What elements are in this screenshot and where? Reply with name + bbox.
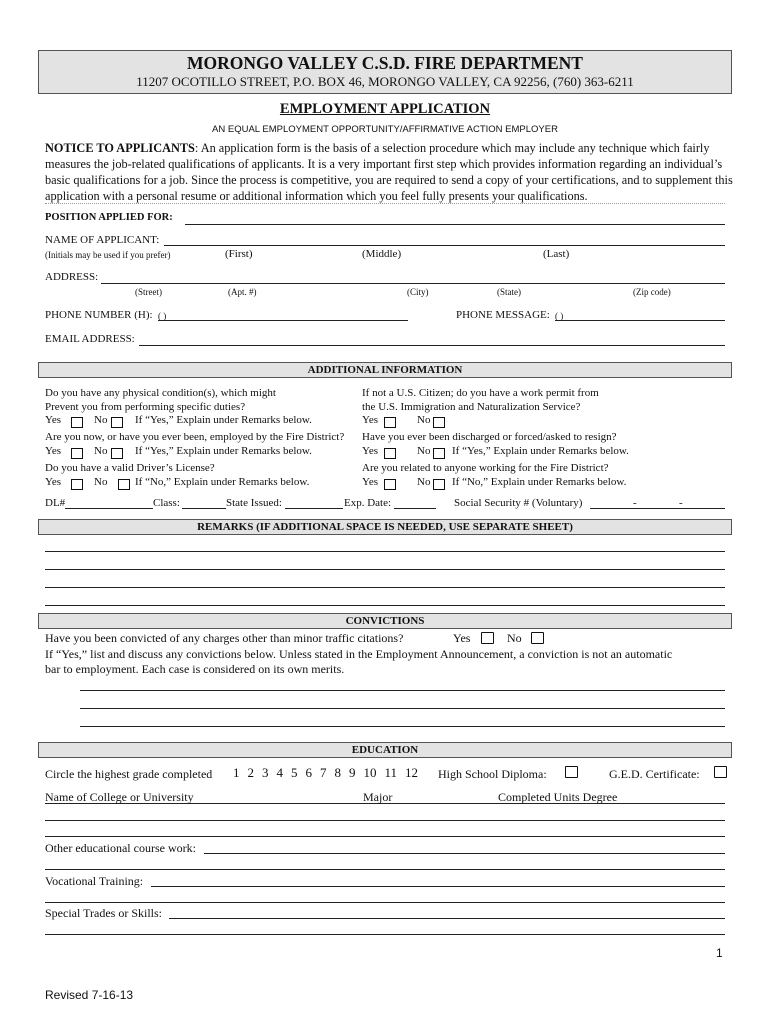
- convictions-yes-checkbox[interactable]: [481, 632, 494, 644]
- q-discharged-yes-label: Yes: [362, 445, 379, 457]
- q-employed-explain: If “Yes,” Explain under Remarks below.: [135, 445, 312, 457]
- notice-to-applicants: [45, 140, 735, 204]
- q-physical-yes-label: Yes: [45, 414, 62, 426]
- name-label: NAME OF APPLICANT:: [45, 234, 160, 246]
- grade-label: Circle the highest grade completed: [45, 767, 213, 781]
- state-caption: (State): [497, 287, 521, 297]
- vocational-line[interactable]: [45, 902, 725, 903]
- q-physical-no-checkbox[interactable]: [111, 417, 123, 428]
- q-employed-text: Are you now, or have you ever been, employed by the Fire District?: [45, 431, 345, 443]
- state-issued-label: State Issued:: [226, 497, 282, 509]
- apt-caption: (Apt. #): [228, 287, 257, 297]
- q-physical-line1: Do you have any physical condition(s), which might: [45, 387, 276, 399]
- ged-checkbox[interactable]: [714, 766, 727, 778]
- position-field[interactable]: [185, 224, 725, 225]
- phone-message-field[interactable]: [555, 320, 725, 321]
- grade-options: [233, 765, 418, 781]
- diploma-label: High School Diploma:: [438, 767, 547, 781]
- grade-option[interactable]: 2: [247, 765, 254, 780]
- department-address: 11207 OCOTILLO STREET, P.O. BOX 46, MORONGO VALLEY, CA 92256, (760) 363-6211: [136, 74, 634, 89]
- q-physical-line2: Prevent you from performing specific duties?: [45, 401, 246, 413]
- q-discharged-explain: If “Yes,” Explain under Remarks below.: [452, 445, 629, 457]
- street-caption: (Street): [135, 287, 162, 297]
- form-title: EMPLOYMENT APPLICATION: [279, 101, 491, 117]
- convictions-line[interactable]: [80, 690, 725, 691]
- q-license-no-checkbox[interactable]: [118, 479, 130, 490]
- notice-text: : An application form is the basis of a selection procedure which may include any technique which fairly measures the job-related qualifications of applicants. It is a very important first step which provides information regarding an individual’s basic qualifications for a job. Since the process is competitive, you are required to send a copy of your certifications, and to supplement this application with a personal resume or additional information which you feel fully presents your qualifications.: [45, 141, 733, 203]
- q-related-explain: If “No,” Explain under Remarks below.: [452, 476, 627, 488]
- convictions-line[interactable]: [80, 708, 725, 709]
- q-citizen-yes-label: Yes: [362, 414, 379, 426]
- major-column-label: Major: [363, 790, 393, 804]
- q-related-yes-checkbox[interactable]: [384, 479, 396, 490]
- q-related-text: Are you related to anyone working for the Fire District?: [362, 462, 609, 474]
- trades-line[interactable]: [45, 934, 725, 935]
- q-citizen-line1: If not a U.S. Citizen; do you have a work permit from: [362, 387, 599, 399]
- q-license-yes-checkbox[interactable]: [71, 479, 83, 490]
- trades-label: Special Trades or Skills:: [45, 906, 163, 920]
- college-entry-line[interactable]: [45, 836, 725, 837]
- q-license-yes-label: Yes: [45, 476, 62, 488]
- q-employed-no-label: No: [94, 445, 108, 457]
- ssn-label: Social Security # (Voluntary): [454, 497, 583, 509]
- grade-option[interactable]: 12: [405, 765, 419, 780]
- phone-label: PHONE NUMBER (H):: [45, 309, 153, 321]
- email-label: EMAIL ADDRESS:: [45, 333, 135, 345]
- revision-date: Revised 7-16-13: [45, 988, 134, 1002]
- other-coursework-field[interactable]: [204, 853, 725, 854]
- q-license-no-label: No: [94, 476, 108, 488]
- initials-note: (Initials may be used if you prefer): [45, 250, 171, 260]
- additional-info-heading: ADDITIONAL INFORMATION: [38, 362, 732, 378]
- other-coursework-line[interactable]: [45, 869, 725, 870]
- dl-label: DL#: [45, 497, 66, 509]
- college-entry-line[interactable]: [45, 820, 725, 821]
- grade-option[interactable]: 7: [320, 765, 327, 780]
- department-title: MORONGO VALLEY C.S.D. FIRE DEPARTMENT: [187, 53, 583, 73]
- exp-date-field[interactable]: [394, 508, 436, 509]
- grade-option[interactable]: 5: [291, 765, 298, 780]
- grade-option[interactable]: 6: [305, 765, 312, 780]
- q-employed-yes-checkbox[interactable]: [71, 448, 83, 459]
- middle-name-caption: (Middle): [362, 248, 402, 260]
- q-employed-no-checkbox[interactable]: [111, 448, 123, 459]
- q-discharged-no-checkbox[interactable]: [433, 448, 445, 459]
- phone-field[interactable]: [158, 320, 408, 321]
- q-license-explain: If “No,” Explain under Remarks below.: [135, 476, 310, 488]
- convictions-instructions-2: bar to employment. Each case is considered on its own merits.: [45, 662, 345, 676]
- q-discharged-yes-checkbox[interactable]: [384, 448, 396, 459]
- convictions-instructions-1: If “Yes,” list and discuss any convictions below. Unless stated in the Employment Announcement, a conviction is not an automatic: [45, 647, 673, 661]
- address-label: ADDRESS:: [45, 271, 99, 283]
- grade-option[interactable]: 9: [349, 765, 356, 780]
- convictions-yes-label: Yes: [453, 631, 471, 645]
- q-license-text: Do you have a valid Driver’s License?: [45, 462, 215, 474]
- city-caption: (City): [407, 287, 429, 297]
- q-physical-yes-checkbox[interactable]: [71, 417, 83, 428]
- dl-field[interactable]: [65, 508, 153, 509]
- remarks-line[interactable]: [45, 587, 725, 588]
- convictions-no-label: No: [507, 631, 522, 645]
- q-related-yes-label: Yes: [362, 476, 379, 488]
- q-citizen-line2: the U.S. Immigration and Naturalization Service?: [362, 401, 581, 413]
- phone-message-label: PHONE MESSAGE:: [456, 309, 550, 321]
- other-coursework-label: Other educational course work:: [45, 841, 196, 855]
- q-related-no-label: No: [417, 476, 431, 488]
- ged-label: G.E.D. Certificate:: [609, 767, 700, 781]
- last-name-caption: (Last): [543, 248, 570, 260]
- q-citizen-no-label: No: [417, 414, 431, 426]
- grade-option[interactable]: 10: [363, 765, 377, 780]
- name-field[interactable]: [164, 245, 725, 246]
- ssn-dash-2: -: [679, 497, 683, 509]
- diploma-checkbox[interactable]: [565, 766, 578, 778]
- grade-option[interactable]: 4: [276, 765, 283, 780]
- college-column-label: Name of College or University: [45, 790, 194, 804]
- convictions-question: Have you been convicted of any charges other than minor traffic citations?: [45, 631, 404, 645]
- vocational-field[interactable]: [151, 886, 725, 887]
- q-citizen-no-checkbox[interactable]: [433, 417, 445, 428]
- grade-option[interactable]: 3: [262, 765, 269, 780]
- email-field[interactable]: [139, 345, 725, 346]
- phone-message-paren: ( ): [555, 311, 564, 321]
- q-discharged-no-label: No: [417, 445, 431, 457]
- q-physical-no-label: No: [94, 414, 108, 426]
- position-label: POSITION APPLIED FOR:: [45, 212, 173, 223]
- q-related-no-checkbox[interactable]: [433, 479, 445, 490]
- state-issued-field[interactable]: [285, 508, 343, 509]
- education-heading: EDUCATION: [38, 742, 732, 758]
- grade-option[interactable]: 11: [384, 765, 398, 780]
- zip-caption: (Zip code): [633, 287, 671, 297]
- q-discharged-text: Have you ever been discharged or forced/asked to resign?: [362, 431, 617, 443]
- grade-option[interactable]: 1: [233, 765, 240, 780]
- page-number: 1: [716, 946, 723, 960]
- q-physical-explain: If “Yes,” Explain under Remarks below.: [135, 414, 312, 426]
- eeo-statement: AN EQUAL EMPLOYMENT OPPORTUNITY/AFFIRMATIVE ACTION EMPLOYER: [212, 124, 558, 135]
- remarks-line[interactable]: [45, 605, 725, 606]
- phone-area-paren: ( ): [158, 311, 167, 321]
- remarks-heading: REMARKS (IF ADDITIONAL SPACE IS NEEDED, USE SEPARATE SHEET): [38, 519, 732, 535]
- ssn-field[interactable]: [590, 508, 725, 509]
- exp-date-label: Exp. Date:: [344, 497, 392, 509]
- units-degree-column-label: Completed Units Degree: [498, 790, 618, 804]
- first-name-caption: (First): [225, 248, 253, 260]
- notice-divider: [45, 203, 725, 204]
- address-field[interactable]: [101, 283, 725, 284]
- class-field[interactable]: [182, 508, 226, 509]
- convictions-line[interactable]: [80, 726, 725, 727]
- trades-field[interactable]: [169, 918, 725, 919]
- college-header-line: [45, 803, 725, 804]
- q-employed-yes-label: Yes: [45, 445, 62, 457]
- class-label: Class:: [153, 497, 180, 509]
- remarks-line[interactable]: [45, 569, 725, 570]
- q-citizen-yes-checkbox[interactable]: [384, 417, 396, 428]
- remarks-line[interactable]: [45, 551, 725, 552]
- convictions-no-checkbox[interactable]: [531, 632, 544, 644]
- ssn-dash-1: -: [633, 497, 637, 509]
- convictions-heading: CONVICTIONS: [38, 613, 732, 629]
- notice-label: NOTICE TO APPLICANTS: [45, 141, 195, 155]
- vocational-label: Vocational Training:: [45, 874, 144, 888]
- grade-option[interactable]: 8: [334, 765, 341, 780]
